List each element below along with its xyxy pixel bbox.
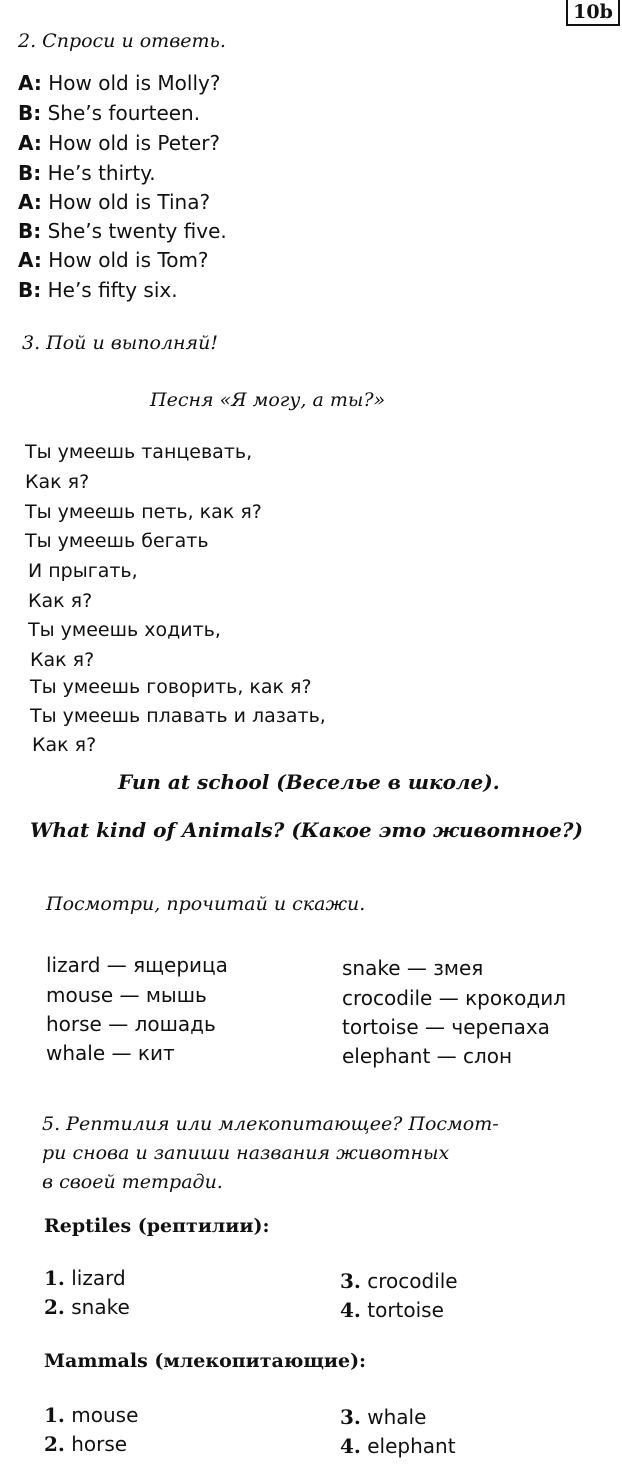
dialog-line [18, 71, 220, 95]
dialog-line [18, 219, 227, 243]
list-text: elephant [367, 1434, 456, 1458]
list-item [340, 1434, 456, 1458]
list-number: 4. [340, 1434, 361, 1458]
list-item [44, 1266, 126, 1290]
mammals-title: Mammals (млекопитающие): [44, 1350, 367, 1372]
list-item [44, 1403, 138, 1427]
song-title: Песня «Я могу, а ты?» [150, 389, 386, 411]
exercise-5-instruction-line: 5. Рептилия или млекопитающее? Посмот- [42, 1113, 499, 1135]
list-number: 4. [340, 1298, 361, 1322]
speaker: A: [18, 131, 42, 155]
song-line: Как я? [28, 590, 93, 612]
page-number-badge: 10b [566, 0, 620, 26]
list-text: mouse [71, 1403, 139, 1427]
list-text: lizard [71, 1266, 126, 1290]
vocab-item: snake — змея [342, 956, 484, 980]
exercise-4-instruction: Посмотри, прочитай и скажи. [46, 893, 366, 915]
dialog-text: She’s fourteen. [47, 101, 201, 125]
song-line: Ты умеешь говорить, как я? [30, 676, 312, 698]
list-item [44, 1432, 127, 1456]
speaker: B: [18, 219, 42, 243]
song-line: Ты умеешь петь, как я? [25, 501, 262, 523]
list-item [340, 1405, 426, 1429]
list-number: 2. [44, 1432, 65, 1456]
list-text: whale [367, 1405, 427, 1429]
list-item [44, 1295, 130, 1319]
list-text: crocodile [367, 1269, 458, 1293]
vocab-item: horse — лошадь [46, 1012, 216, 1036]
vocab-item: tortoise — черепаха [342, 1015, 550, 1039]
speaker: B: [18, 278, 42, 302]
dialog-text: How old is Tina? [48, 190, 211, 214]
speaker: B: [18, 101, 42, 125]
dialog-line [18, 131, 220, 155]
list-item [340, 1269, 458, 1293]
reptiles-title: Reptiles (рептилии): [44, 1215, 270, 1237]
song-line: Ты умеешь бегать [25, 530, 209, 552]
dialog-line [18, 190, 210, 214]
exercise-5-instruction-line: в своей тетради. [42, 1171, 223, 1193]
dialog-text: He’s fifty six. [47, 278, 178, 302]
song-line: Как я? [30, 649, 95, 671]
dialog-line [18, 101, 200, 125]
dialog-text: She’s twenty five. [47, 219, 227, 243]
song-line: Как я? [25, 471, 90, 493]
speaker: A: [18, 71, 42, 95]
dialog-text: He’s thirty. [47, 161, 156, 185]
song-line: Ты умеешь плавать и лазать, [30, 705, 326, 727]
list-number: 1. [44, 1403, 65, 1427]
list-text: snake [71, 1295, 130, 1319]
dialog-text: How old is Peter? [48, 131, 221, 155]
list-number: 3. [340, 1269, 361, 1293]
list-text: horse [71, 1432, 128, 1456]
dialog-text: How old is Tom? [48, 248, 209, 272]
vocab-item: elephant — слон [342, 1044, 513, 1068]
vocab-item: whale — кит [46, 1041, 175, 1065]
song-line: Как я? [32, 734, 97, 756]
dialog-line [18, 278, 178, 302]
song-line: Ты умеешь танцевать, [25, 441, 253, 463]
list-number: 3. [340, 1405, 361, 1429]
vocab-item: crocodile — крокодил [342, 986, 567, 1010]
fun-at-school-title: Fun at school (Веселье в школе). [118, 770, 500, 794]
list-item [340, 1298, 444, 1322]
song-line: Ты умеешь ходить, [28, 619, 221, 641]
vocab-item: lizard — ящерица [46, 953, 228, 977]
exercise-2-title: 2. Спроси и ответь. [18, 30, 226, 52]
song-line: И прыгать, [28, 560, 138, 582]
list-number: 2. [44, 1295, 65, 1319]
vocab-item: mouse — мышь [46, 983, 207, 1007]
speaker: A: [18, 248, 42, 272]
dialog-line [18, 161, 156, 185]
exercise-3-title: 3. Пой и выполняй! [22, 332, 219, 354]
dialog-line [18, 248, 209, 272]
list-number: 1. [44, 1266, 65, 1290]
animals-title: What kind of Animals? (Какое это животное?) [30, 818, 583, 842]
dialog-text: How old is Molly? [48, 71, 221, 95]
list-text: tortoise [367, 1298, 444, 1322]
exercise-5-instruction-line: ри снова и запиши названия животных [42, 1142, 450, 1164]
speaker: B: [18, 161, 42, 185]
speaker: A: [18, 190, 42, 214]
